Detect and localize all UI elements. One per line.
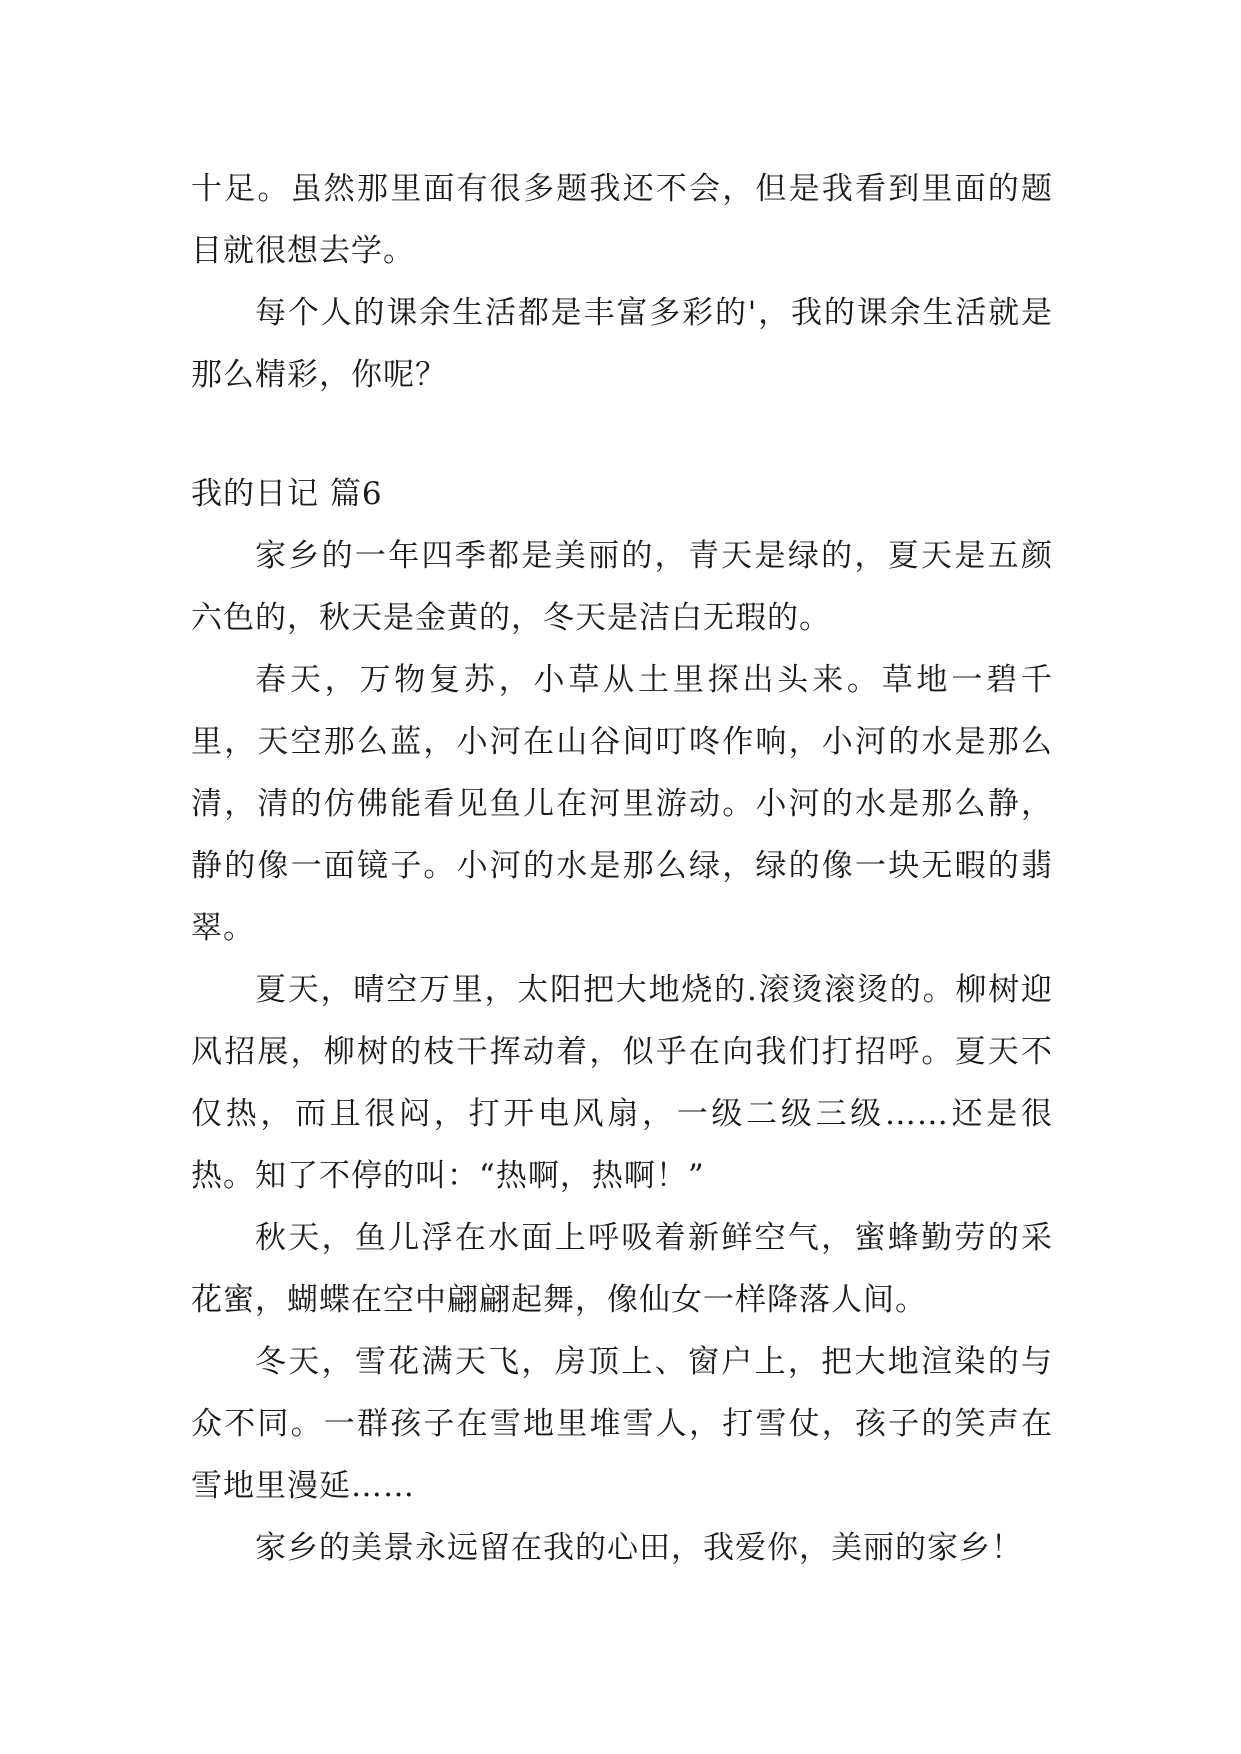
paragraph-spring: 春天，万物复苏，小草从土里探出头来。草地一碧千里，天空那么蓝，小河在山谷间叮咚作响，小河的水是那么清，清的仿佛能看见鱼儿在河里游动。小河的水是那么静，静的像一面镜子。小河的水是那么绿，绿的像一块无暇的翡翠。 (191, 662, 1053, 946)
paragraph-closing-previous: 每个人的课余生活都是丰富多彩的'，我的课余生活就是那么精彩，你呢？ (191, 295, 1053, 393)
paragraph-summer: 夏天，晴空万里，太阳把大地烧的.滚烫滚烫的。柳树迎风招展，柳树的枝干挥动着，似乎在向我们打招呼。夏天不仅热，而且很闷，打开电风扇，一级二级三级……还是很热。知了不停的叫：“热啊，热啊！” (191, 972, 1053, 1194)
paragraph-intro: 家乡的一年四季都是美丽的，青天是绿的，夏天是五颜六色的，秋天是金黄的，冬天是洁白无瑕的。 (191, 538, 1053, 636)
section-heading: 我的日记 篇6 (191, 476, 383, 512)
document-body (191, 158, 1053, 1579)
paragraph-autumn: 秋天，鱼儿浮在水面上呼吸着新鲜空气，蜜蜂勤劳的采花蜜，蝴蝶在空中翩翩起舞，像仙女一样降落人间。 (191, 1220, 1053, 1318)
paragraph-continued: 十足。虽然那里面有很多题我还不会，但是我看到里面的题目就很想去学。 (191, 171, 1053, 269)
paragraph-winter: 冬天，雪花满天飞，房顶上、窗户上，把大地渲染的与众不同。一群孩子在雪地里堆雪人，打雪仗，孩子的笑声在雪地里漫延…… (191, 1344, 1053, 1504)
paragraph-conclusion: 家乡的美景永远留在我的心田，我爱你，美丽的家乡！ (255, 1530, 1023, 1566)
